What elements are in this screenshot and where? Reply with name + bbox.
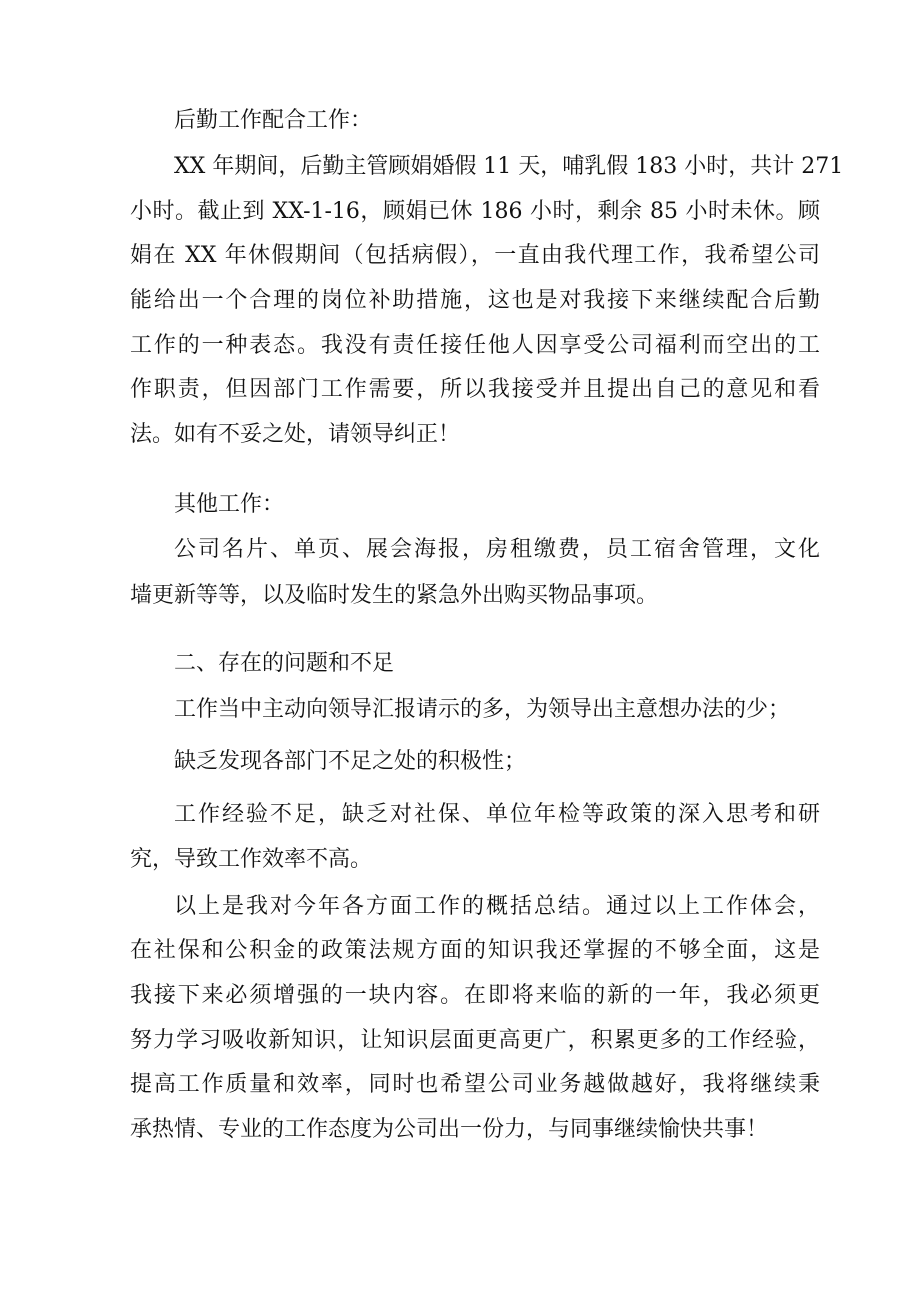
paragraph-line: 娟在 XX 年休假期间（包括病假），一直由我代理工作，我希望公司 — [130, 243, 820, 268]
paragraph-line: 承热情、专业的工作态度为公司出一份力，与同事继续愉快共事！ — [130, 1117, 769, 1142]
paragraph-line: 小时。截止到 XX-1-16，顾娟已休 186 小时，剩余 85 小时未休。顾 — [130, 199, 820, 224]
paragraph-line: 缺乏发现各部门不足之处的积极性； — [174, 749, 527, 774]
paragraph-line: 以上是我对今年各方面工作的概括总结。通过以上工作体会， — [174, 894, 820, 919]
paragraph-line: 工作当中主动向领导汇报请示的多，为领导出主意想办法的少； — [174, 697, 791, 722]
paragraph-line: 努力学习吸收新知识，让知识层面更高更广，积累更多的工作经验， — [130, 1028, 820, 1053]
paragraph-line: 究，导致工作效率不高。 — [130, 847, 373, 872]
paragraph-line: 我接下来必须增强的一块内容。在即将来临的新的一年，我必须更 — [130, 983, 820, 1008]
paragraph-line: 公司名片、单页、展会海报，房租缴费，员工宿舍管理，文化 — [174, 537, 820, 562]
paragraph-line: 提高工作质量和效率，同时也希望公司业务越做越好，我将继续秉 — [130, 1072, 820, 1097]
paragraph-line: XX 年期间，后勤主管顾娟婚假 11 天，哺乳假 183 小时，共计 271 — [174, 154, 844, 179]
heading-logistics: 后勤工作配合工作： — [174, 108, 373, 133]
paragraph-line: 工作的一种表态。我没有责任接任他人因享受公司福利而空出的工 — [130, 333, 820, 358]
paragraph-line: 作职责，但因部门工作需要，所以我接受并且提出自己的意见和看 — [130, 377, 820, 402]
paragraph-line: 在社保和公积金的政策法规方面的知识我还掌握的不够全面，这是 — [130, 938, 820, 963]
heading-other-work: 其他工作： — [174, 492, 285, 517]
heading-problems: 二、存在的问题和不足 — [174, 651, 395, 676]
paragraph-line: 工作经验不足，缺乏对社保、单位年检等政策的深入思考和研 — [174, 802, 820, 827]
paragraph-line: 能给出一个合理的岗位补助措施，这也是对我接下来继续配合后勤 — [130, 288, 820, 313]
paragraph-line: 墙更新等等，以及临时发生的紧急外出购买物品事项。 — [130, 583, 659, 608]
paragraph-line: 法。如有不妥之处，请领导纠正！ — [130, 422, 461, 447]
